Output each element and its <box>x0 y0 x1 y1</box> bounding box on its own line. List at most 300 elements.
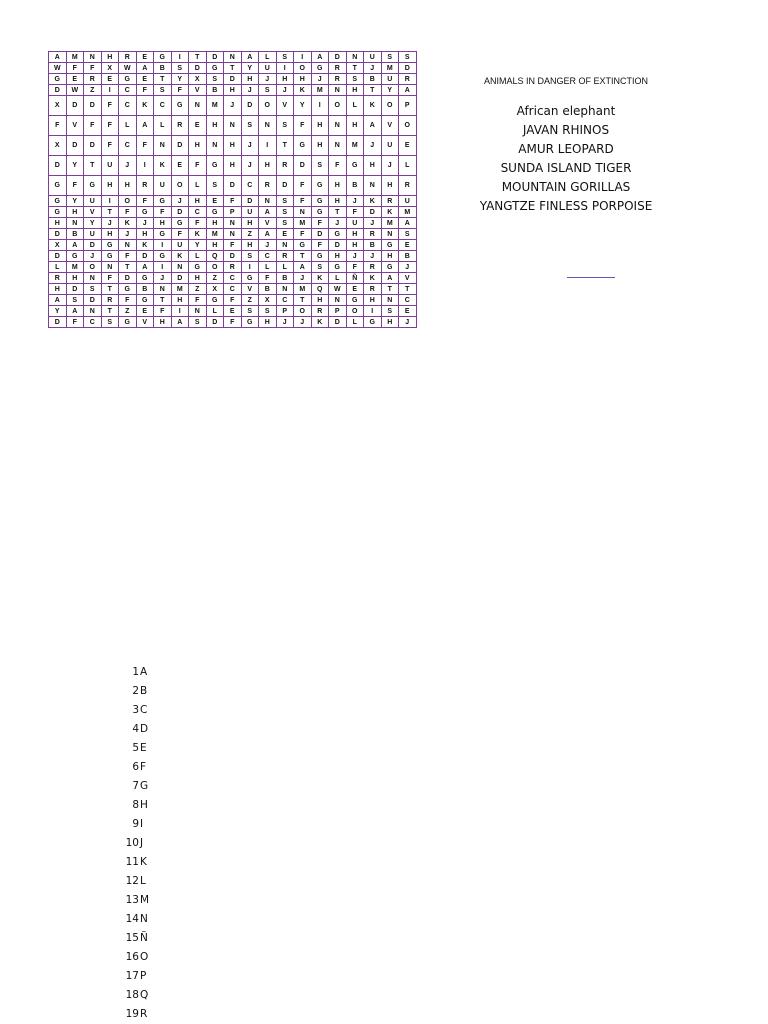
legend-letter: M <box>140 894 150 906</box>
grid-cell: G <box>119 74 137 85</box>
grid-cell: H <box>346 240 364 251</box>
legend-letter: R <box>140 1008 148 1020</box>
grid-cell: V <box>259 218 277 229</box>
legend-item <box>110 986 170 1005</box>
grid-cell: J <box>119 156 137 176</box>
grid-cell: B <box>364 240 382 251</box>
grid-cell: J <box>399 317 417 328</box>
legend-number: 8 <box>132 799 139 811</box>
grid-cell: R <box>381 196 399 207</box>
grid-row <box>49 63 417 74</box>
legend-letter: E <box>140 742 147 754</box>
grid-cell: L <box>154 116 172 136</box>
grid-cell: Q <box>206 251 224 262</box>
legend-number: 17 <box>125 970 139 982</box>
grid-cell: G <box>171 96 189 116</box>
grid-cell: X <box>49 136 67 156</box>
grid-cell: J <box>346 251 364 262</box>
grid-cell: A <box>294 262 312 273</box>
word-search-grid <box>48 51 417 328</box>
grid-cell: F <box>294 116 312 136</box>
legend-item <box>110 663 170 682</box>
grid-cell: D <box>224 251 242 262</box>
grid-cell: P <box>276 306 294 317</box>
grid-cell: E <box>136 306 154 317</box>
grid-cell: R <box>364 284 382 295</box>
grid-cell: J <box>364 63 382 74</box>
grid-cell: I <box>276 63 294 74</box>
grid-cell: T <box>101 284 119 295</box>
grid-cell: O <box>171 176 189 196</box>
grid-cell: W <box>119 63 137 74</box>
grid-cell: N <box>381 229 399 240</box>
grid-cell: U <box>381 136 399 156</box>
grid-cell: R <box>329 74 347 85</box>
grid-cell: D <box>224 176 242 196</box>
grid-cell: L <box>276 262 294 273</box>
grid-cell: H <box>189 196 207 207</box>
grid-cell: C <box>399 295 417 306</box>
grid-cell: V <box>381 116 399 136</box>
grid-cell: S <box>311 156 329 176</box>
legend-number: 3 <box>132 704 139 716</box>
grid-cell: C <box>119 136 137 156</box>
grid-cell: H <box>294 74 312 85</box>
grid-cell: J <box>381 156 399 176</box>
legend-number: 14 <box>125 913 139 925</box>
grid-cell: R <box>171 116 189 136</box>
grid-cell: G <box>154 196 172 207</box>
grid-cell: K <box>154 156 172 176</box>
grid-cell: L <box>49 262 67 273</box>
grid-cell: J <box>241 136 259 156</box>
grid-cell: F <box>311 240 329 251</box>
grid-cell: S <box>346 74 364 85</box>
grid-cell: B <box>259 284 277 295</box>
grid-cell: D <box>84 240 102 251</box>
grid-cell: G <box>136 295 154 306</box>
grid-cell: H <box>206 240 224 251</box>
grid-cell: A <box>171 317 189 328</box>
grid-cell: F <box>259 273 277 284</box>
word-list-item: AMUR LEOPARD <box>518 142 614 157</box>
grid-cell: G <box>136 273 154 284</box>
grid-cell: D <box>294 156 312 176</box>
legend-item <box>110 891 170 910</box>
grid-cell: V <box>66 116 84 136</box>
grid-cell: T <box>84 156 102 176</box>
grid-cell: U <box>171 240 189 251</box>
grid-cell: S <box>241 306 259 317</box>
grid-cell: U <box>84 229 102 240</box>
grid-row <box>49 262 417 273</box>
grid-cell: N <box>329 136 347 156</box>
grid-cell: I <box>241 262 259 273</box>
word-list-item: African elephant <box>516 104 616 118</box>
grid-cell: E <box>206 196 224 207</box>
grid-cell: H <box>101 176 119 196</box>
grid-cell: U <box>154 176 172 196</box>
grid-cell: K <box>364 96 382 116</box>
grid-row <box>49 240 417 251</box>
grid-cell: K <box>136 240 154 251</box>
grid-cell: G <box>101 251 119 262</box>
grid-row <box>49 273 417 284</box>
grid-cell: F <box>101 273 119 284</box>
grid-cell: N <box>259 116 277 136</box>
grid-cell: D <box>49 85 67 96</box>
grid-cell: F <box>311 218 329 229</box>
grid-cell: H <box>259 156 277 176</box>
grid-row <box>49 251 417 262</box>
grid-cell: F <box>84 116 102 136</box>
grid-cell: H <box>381 317 399 328</box>
grid-cell: G <box>189 262 207 273</box>
legend-number: 7 <box>132 780 139 792</box>
grid-cell: D <box>49 251 67 262</box>
grid-cell: M <box>294 218 312 229</box>
grid-cell: G <box>154 229 172 240</box>
grid-cell: N <box>84 273 102 284</box>
grid-cell: S <box>206 74 224 85</box>
grid-cell: J <box>171 196 189 207</box>
grid-cell: J <box>276 317 294 328</box>
grid-cell: E <box>399 240 417 251</box>
grid-cell: N <box>224 52 242 63</box>
grid-cell: H <box>329 251 347 262</box>
grid-cell: D <box>136 251 154 262</box>
legend-letter: K <box>140 856 147 868</box>
word-list-item: SUNDA ISLAND TIGER <box>500 161 632 176</box>
grid-cell: D <box>189 63 207 74</box>
grid-cell: H <box>311 136 329 156</box>
grid-cell: J <box>101 218 119 229</box>
grid-cell: F <box>119 251 137 262</box>
legend-number: 1 <box>132 666 139 678</box>
grid-cell: J <box>224 96 242 116</box>
grid-cell: Z <box>84 85 102 96</box>
legend-letter: G <box>140 780 149 792</box>
grid-cell: C <box>154 96 172 116</box>
grid-cell: C <box>119 85 137 96</box>
grid-cell: N <box>84 52 102 63</box>
legend-number: 13 <box>125 894 139 906</box>
grid-cell: F <box>136 85 154 96</box>
grid-cell: D <box>66 136 84 156</box>
legend-item <box>110 872 170 891</box>
legend-number: 4 <box>132 723 139 735</box>
grid-cell: H <box>224 156 242 176</box>
grid-cell: N <box>381 295 399 306</box>
grid-cell: H <box>136 229 154 240</box>
legend-number: 16 <box>125 951 139 963</box>
number-letter-legend <box>110 663 170 1024</box>
legend-letter: C <box>140 704 148 716</box>
grid-cell: B <box>276 273 294 284</box>
grid-cell: R <box>101 295 119 306</box>
legend-letter: D <box>140 723 149 735</box>
grid-cell: J <box>364 251 382 262</box>
grid-cell: F <box>171 85 189 96</box>
grid-cell: Y <box>381 85 399 96</box>
grid-cell: R <box>224 262 242 273</box>
grid-cell: E <box>171 156 189 176</box>
grid-cell: S <box>241 251 259 262</box>
grid-cell: M <box>206 96 224 116</box>
grid-cell: N <box>154 284 172 295</box>
legend-item <box>110 720 170 739</box>
grid-cell: K <box>311 317 329 328</box>
grid-cell: Ñ <box>346 273 364 284</box>
grid-cell: K <box>171 251 189 262</box>
grid-cell: G <box>171 218 189 229</box>
grid-cell: P <box>399 96 417 116</box>
grid-cell: H <box>206 116 224 136</box>
grid-cell: M <box>66 262 84 273</box>
legend-number: 15 <box>125 932 139 944</box>
grid-cell: N <box>294 207 312 218</box>
grid-cell: L <box>329 273 347 284</box>
grid-cell: H <box>346 229 364 240</box>
grid-cell: G <box>311 63 329 74</box>
grid-cell: C <box>276 295 294 306</box>
grid-cell: K <box>364 273 382 284</box>
legend-number: 11 <box>125 856 139 868</box>
grid-cell: G <box>311 251 329 262</box>
grid-cell: R <box>136 176 154 196</box>
grid-cell: H <box>189 136 207 156</box>
grid-cell: D <box>49 317 67 328</box>
grid-cell: S <box>101 317 119 328</box>
grid-cell: V <box>189 85 207 96</box>
grid-cell: E <box>399 306 417 317</box>
word-list-item: YANGTZE FINLESS PORPOISE <box>479 199 653 214</box>
grid-cell: B <box>364 74 382 85</box>
grid-cell: H <box>346 116 364 136</box>
grid-cell: N <box>189 96 207 116</box>
grid-cell: H <box>259 317 277 328</box>
legend-letter: I <box>140 818 144 830</box>
legend-item <box>110 910 170 929</box>
legend-letter: O <box>140 951 149 963</box>
grid-row <box>49 196 417 207</box>
grid-cell: I <box>259 136 277 156</box>
grid-cell: E <box>136 52 154 63</box>
grid-cell: I <box>294 52 312 63</box>
grid-cell: G <box>154 52 172 63</box>
grid-cell: X <box>101 63 119 74</box>
grid-cell: A <box>364 116 382 136</box>
legend-item <box>110 834 170 853</box>
grid-cell: F <box>224 295 242 306</box>
grid-cell: G <box>364 317 382 328</box>
grid-cell: D <box>329 317 347 328</box>
legend-number: 2 <box>132 685 139 697</box>
grid-cell: F <box>49 116 67 136</box>
grid-cell: H <box>224 136 242 156</box>
grid-cell: X <box>206 284 224 295</box>
grid-cell: R <box>259 176 277 196</box>
grid-cell: B <box>346 176 364 196</box>
grid-cell: D <box>171 207 189 218</box>
grid-cell: F <box>154 306 172 317</box>
legend-letter: Ñ <box>140 932 148 944</box>
grid-cell: D <box>171 273 189 284</box>
grid-cell: U <box>101 156 119 176</box>
grid-row <box>49 116 417 136</box>
grid-cell: H <box>119 176 137 196</box>
grid-cell: J <box>364 218 382 229</box>
grid-cell: Y <box>49 306 67 317</box>
grid-cell: T <box>399 284 417 295</box>
grid-cell: W <box>66 85 84 96</box>
grid-cell: R <box>276 251 294 262</box>
grid-cell: F <box>224 196 242 207</box>
grid-cell: Z <box>189 284 207 295</box>
grid-cell: V <box>241 284 259 295</box>
grid-cell: D <box>364 207 382 218</box>
grid-cell: N <box>154 136 172 156</box>
grid-cell: F <box>136 196 154 207</box>
grid-cell: H <box>329 176 347 196</box>
grid-cell: F <box>101 96 119 116</box>
word-list-title: ANIMALS IN DANGER OF EXTINCTION <box>483 76 649 86</box>
grid-cell: L <box>399 156 417 176</box>
grid-cell: M <box>311 85 329 96</box>
grid-cell: H <box>381 176 399 196</box>
legend-letter: L <box>140 875 146 887</box>
legend-item <box>110 739 170 758</box>
grid-cell: I <box>171 306 189 317</box>
grid-cell: D <box>206 52 224 63</box>
grid-cell: L <box>119 116 137 136</box>
grid-cell: G <box>381 240 399 251</box>
grid-cell: L <box>189 251 207 262</box>
legend-letter: Q <box>140 989 149 1001</box>
grid-cell: D <box>399 63 417 74</box>
grid-cell: S <box>84 284 102 295</box>
grid-cell: J <box>84 251 102 262</box>
grid-cell: G <box>241 317 259 328</box>
grid-cell: D <box>241 196 259 207</box>
grid-cell: G <box>294 240 312 251</box>
grid-cell: F <box>346 207 364 218</box>
grid-cell: H <box>66 273 84 284</box>
grid-cell: T <box>294 295 312 306</box>
grid-cell: N <box>101 262 119 273</box>
grid-cell: B <box>206 85 224 96</box>
grid-cell: Y <box>66 196 84 207</box>
grid-cell: H <box>49 284 67 295</box>
grid-cell: T <box>294 251 312 262</box>
legend-letter: F <box>140 761 147 773</box>
grid-cell: B <box>154 63 172 74</box>
grid-cell: Z <box>241 295 259 306</box>
legend-number: 9 <box>132 818 139 830</box>
grid-cell: M <box>294 284 312 295</box>
grid-cell: H <box>171 295 189 306</box>
grid-cell: T <box>381 284 399 295</box>
grid-cell: H <box>276 74 294 85</box>
grid-cell: G <box>49 74 67 85</box>
grid-cell: G <box>311 207 329 218</box>
grid-cell: Y <box>294 96 312 116</box>
legend-item <box>110 948 170 967</box>
grid-cell: R <box>399 176 417 196</box>
grid-cell: J <box>329 218 347 229</box>
grid-cell: E <box>224 306 242 317</box>
grid-cell: X <box>49 96 67 116</box>
grid-row <box>49 229 417 240</box>
grid-cell: L <box>346 317 364 328</box>
grid-cell: S <box>154 85 172 96</box>
grid-cell: A <box>399 85 417 96</box>
grid-cell: T <box>329 207 347 218</box>
grid-cell: N <box>276 240 294 251</box>
grid-cell: O <box>84 262 102 273</box>
grid-cell: L <box>206 306 224 317</box>
grid-cell: M <box>206 229 224 240</box>
grid-cell: S <box>276 116 294 136</box>
grid-cell: F <box>119 295 137 306</box>
grid-cell: F <box>189 295 207 306</box>
grid-cell: J <box>259 74 277 85</box>
grid-cell: A <box>136 262 154 273</box>
grid-cell: O <box>329 96 347 116</box>
grid-cell: N <box>346 52 364 63</box>
grid-cell: R <box>329 63 347 74</box>
grid-cell: T <box>119 262 137 273</box>
grid-cell: S <box>171 63 189 74</box>
grid-cell: Z <box>119 306 137 317</box>
grid-cell: S <box>259 306 277 317</box>
grid-cell: M <box>171 284 189 295</box>
grid-cell: Y <box>171 74 189 85</box>
grid-cell: R <box>84 74 102 85</box>
grid-cell: L <box>259 262 277 273</box>
grid-cell: A <box>66 240 84 251</box>
grid-cell: Y <box>241 63 259 74</box>
grid-cell: H <box>49 218 67 229</box>
grid-cell: H <box>381 251 399 262</box>
grid-cell: S <box>276 218 294 229</box>
word-list-item: MOUNTAIN GORILLAS <box>501 180 631 195</box>
grid-cell: G <box>311 176 329 196</box>
grid-cell: S <box>189 317 207 328</box>
grid-cell: T <box>101 306 119 317</box>
grid-cell: G <box>206 295 224 306</box>
grid-cell: N <box>329 295 347 306</box>
grid-cell: N <box>259 196 277 207</box>
grid-cell: U <box>346 218 364 229</box>
grid-cell: A <box>399 218 417 229</box>
legend-item <box>110 815 170 834</box>
grid-cell: G <box>241 273 259 284</box>
grid-cell: A <box>136 116 154 136</box>
grid-cell: H <box>224 85 242 96</box>
grid-cell: F <box>329 156 347 176</box>
grid-cell: J <box>364 136 382 156</box>
grid-cell: F <box>136 136 154 156</box>
grid-cell: G <box>119 317 137 328</box>
underline-rule <box>567 277 615 278</box>
legend-item <box>110 967 170 986</box>
grid-cell: Y <box>66 156 84 176</box>
grid-cell: A <box>259 207 277 218</box>
grid-cell: C <box>224 273 242 284</box>
grid-cell: O <box>294 306 312 317</box>
grid-cell: J <box>294 273 312 284</box>
